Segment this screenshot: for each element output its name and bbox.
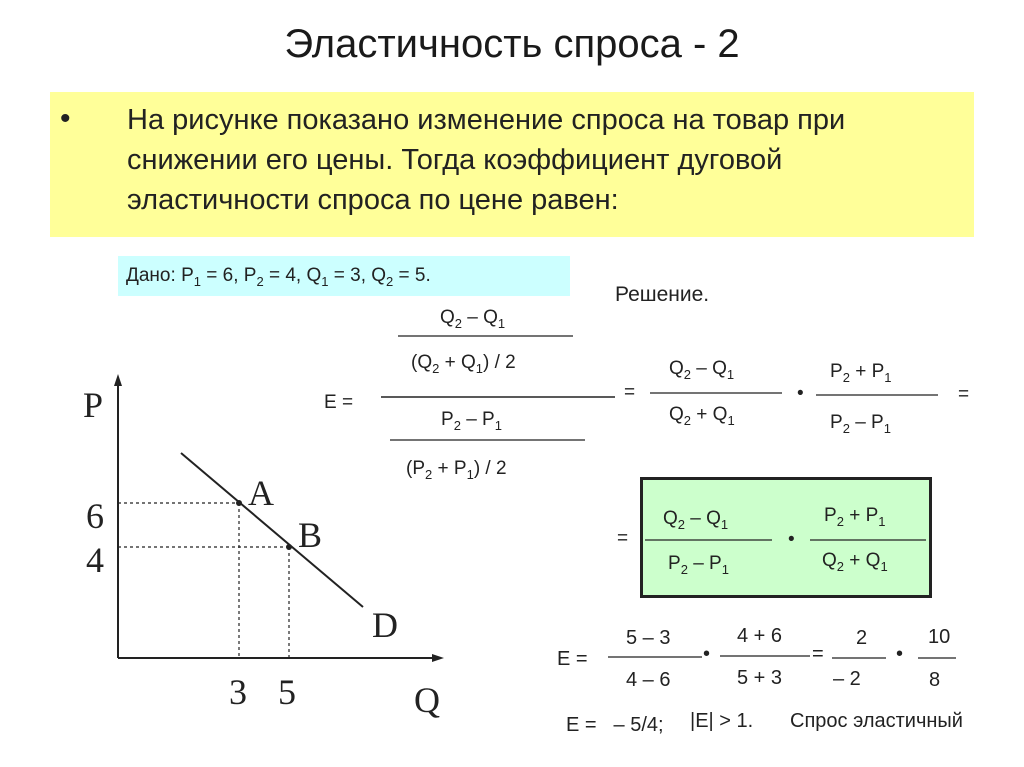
- calc-f1-den: 4 – 6: [626, 669, 671, 691]
- bullet: •: [60, 102, 71, 135]
- given-p1: P: [181, 265, 194, 286]
- curve-d-label: D: [372, 605, 398, 645]
- point-a-label: A: [248, 473, 274, 513]
- result-e-label: E =: [566, 714, 597, 736]
- boxed-p-num: $P_2 + P_1$: [824, 505, 886, 529]
- calc-f3-den: – 2: [833, 668, 861, 690]
- slide-title: Эластичность спроса - 2: [284, 22, 740, 66]
- q-axis-label: Q: [414, 680, 440, 720]
- calc-f2-num: 4 + 6: [737, 625, 783, 647]
- boxed-q-den: $Q_2 + Q_1$: [822, 550, 888, 574]
- formula-p-num: $P_2 + P_1$: [830, 361, 892, 385]
- boxed-eq: =: [617, 528, 629, 549]
- calc-f2-den: 5 + 3: [737, 667, 783, 689]
- formula-eq-1: =: [624, 382, 636, 403]
- boxed-dot: •: [788, 529, 795, 550]
- elasticity-formula: [324, 307, 969, 577]
- solution-label: Решение.: [615, 283, 710, 306]
- given-q2: Q: [371, 265, 387, 286]
- calc-dot-1: •: [703, 643, 711, 665]
- formula-dot-1: •: [797, 383, 804, 404]
- formula-e-label: E =: [324, 392, 354, 413]
- result-line: [566, 710, 963, 736]
- formula-top-den: $(Q_2 + Q_1) / 2$: [411, 352, 516, 376]
- formula-q-den: $Q_2 + Q_1$: [669, 404, 735, 428]
- formula-p-den: $P_2 - P_1$: [830, 412, 891, 436]
- calc-f3-num: 2: [856, 627, 868, 649]
- given-label: Дано:: [126, 265, 182, 286]
- formula-q-num: $Q_2 - Q_1$: [669, 358, 735, 382]
- calc-dot-2: •: [896, 643, 904, 665]
- formula-top-num: $Q_2 - Q_1$: [440, 307, 506, 331]
- calc-eq: =: [812, 643, 824, 665]
- formula-bottom-num: $P_2 - P_1$: [441, 409, 502, 433]
- qty-low-label: 3: [229, 672, 247, 712]
- formula-bottom-den: $(P_2 + P_1) / 2$: [406, 458, 507, 482]
- calc-f1-num: 5 – 3: [626, 627, 671, 649]
- calc-f4-num: 10: [928, 626, 951, 648]
- formula-eq-2: =: [958, 384, 970, 405]
- given-q2-sub: 2: [386, 273, 394, 289]
- given-q2-val: = 5.: [393, 265, 431, 286]
- given-q1-val: = 3,: [328, 265, 372, 286]
- point-b-marker: [286, 544, 292, 550]
- question-text: На рисунке показано изменение спроса на товар при снижении его цены. Тогда коэффициент дуговой эластичности спроса по цене равен:: [127, 104, 846, 216]
- result-conclusion: Спрос эластичный: [790, 710, 963, 732]
- given-p1-sub: 1: [193, 273, 201, 289]
- given-p1-val: = 6,: [200, 265, 244, 286]
- boxed-p-den: $P_2 - P_1$: [668, 553, 729, 577]
- demand-graph: [83, 374, 444, 720]
- calc-f4-den: 8: [929, 669, 941, 691]
- given-p2-val: = 4,: [263, 265, 307, 286]
- calc-e-label: E =: [557, 648, 588, 670]
- given-q1-sub: 1: [321, 273, 329, 289]
- result-abs-text: |E| > 1.: [690, 710, 754, 732]
- given-q1: Q: [306, 265, 322, 286]
- result-e-value: – 5/4;: [608, 714, 664, 736]
- given-p2: P: [243, 265, 257, 286]
- given-p2-sub: 2: [256, 273, 264, 289]
- price-low-label: 4: [86, 540, 104, 580]
- p-axis-arrow: [114, 374, 122, 386]
- p-axis-label: P: [83, 385, 104, 425]
- point-a-marker: [236, 500, 242, 506]
- price-high-label: 6: [86, 496, 104, 536]
- q-axis-arrow: [432, 654, 444, 662]
- boxed-q-num: $Q_2 - Q_1$: [663, 508, 729, 532]
- qty-high-label: 5: [278, 672, 296, 712]
- numeric-calculation: [557, 625, 956, 691]
- point-b-label: B: [298, 515, 323, 555]
